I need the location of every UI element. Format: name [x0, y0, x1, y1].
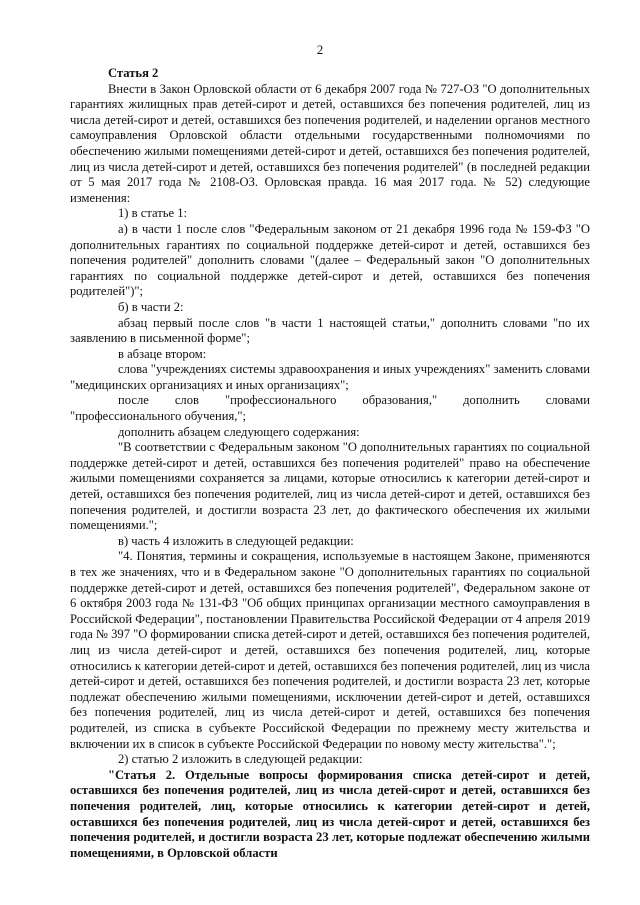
paragraph-second-heading: в абзаце втором: — [118, 346, 207, 361]
paragraph-first-amendment: абзац первый после слов "в части 1 настоящей статьи," дополнить словами "по их заявлению в письменной форме"; — [70, 315, 590, 346]
subitem-a: а) в части 1 после слов "Федеральным законом от 21 декабря 1996 года № 159-ФЗ "О дополнительных гарантиях по социальной поддержке детей-сирот и детей, оставшихся без попечения родителей" дополнить словами "(далее – Федеральный закон "О дополнительных гарантиях по социальной поддержке детей-сирот и детей, оставшихся без попечения родителей")"; — [70, 221, 590, 299]
new-article-2-heading: "Статья 2. Отдельные вопросы формирования списка детей-сирот и детей, оставшихся без попечения родителей, лиц из числа детей-сирот и детей, оставшихся без попечения родителей, лиц, которые относились к категории детей-сирот и детей, оставшихся без попечения родителей, лиц из числа детей-сирот и детей, оставшихся без попечения родителей, и достигли возраста 23 лет, которые подлежат обеспечению жилыми помещениями, в Орловской области — [70, 767, 590, 860]
item-2: 2) статью 2 изложить в следующей редакции: — [118, 752, 363, 767]
page-number: 2 — [316, 42, 324, 57]
added-paragraph-text: "В соответствии с Федеральным законом "О дополнительных гарантиях по социальной поддержке детей-сирот и детей, оставшихся без попечения родителей" право на обеспечение жилыми помещениями сохраняется за лицами, которые относились к категории детей-сирот и детей, оставшихся без попечения родителей, лиц из числа детей-сирот и детей, оставшихся без попечения родителей, и достигли возраста 23 лет, до фактического обеспечения их жилыми помещениями."; — [70, 440, 590, 533]
words-add: после слов "профессионального образования," дополнить словами "профессионального обучения,"; — [70, 393, 590, 424]
part-4-text: "4. Понятия, термины и сокращения, используемые в настоящем Законе, применяются в тех же значениях, что и в Федеральном законе "О дополнительных гарантиях по социальной поддержке детей-сирот и детей, оставшихся без попечения родителей", Федеральном законе от 6 октября 2003 года № 131-ФЗ "Об общих принципах организации местного самоуправления в Российской Федерации", постановлении Правительства Российской Федерации от 4 апреля 2019 года № 397 "О формировании списка детей-сирот и детей, оставшихся без попечения родителей, лиц из числа детей-сирот и детей, оставшихся без попечения родителей, лиц, которые относились к категории детей-сирот и детей, оставшихся без попечения родителей, лиц из числа детей-сирот и детей, оставшихся без попечения родителей, и достигли возраста 23 лет, которые подлежат обеспечению жилыми помещениями, исключении детей-сирот и детей, оставшихся без попечения родителей, лиц из числа детей-сирот и детей, оставшихся без попечения родителей, из списка в субъекте Российской Федерации по прежнему месту жительства и включении их в список в субъекте Российской Федерации по новому месту жительства"."; — [70, 549, 590, 751]
article-heading: Статья 2 — [108, 66, 159, 80]
add-paragraph-instruction: дополнить абзацем следующего содержания: — [118, 424, 360, 439]
subitem-b: б) в части 2: — [118, 299, 184, 314]
document-body — [70, 66, 590, 861]
words-replace: слова "учреждениях системы здравоохранения и иных учреждениях" заменить словами "медицинских организациях и иных организациях"; — [70, 362, 590, 392]
subitem-v: в) часть 4 изложить в следующей редакции: — [118, 533, 354, 548]
item-1: 1) в статье 1: — [118, 206, 188, 221]
intro-paragraph: Внести в Закон Орловской области от 6 декабря 2007 года № 727-ОЗ "О дополнительных гарантиях жилищных прав детей-сирот и детей, оставшихся без попечения родителей, лиц из числа детей-сирот и детей, оставшихся без попечения родителей, и наделении органов местного самоуправления Орловской области отдельными государственными полномочиями по обеспечению жилыми помещениями детей-сирот и детей, оставшихся без попечения родителей, лиц из числа детей-сирот и детей, оставшихся без попечения родителей" (в последней редакции от 5 мая 2017 года № 2108-ОЗ. Орловская правда. 16 мая 2017 года. № 52) следующие изменения: — [70, 81, 590, 205]
